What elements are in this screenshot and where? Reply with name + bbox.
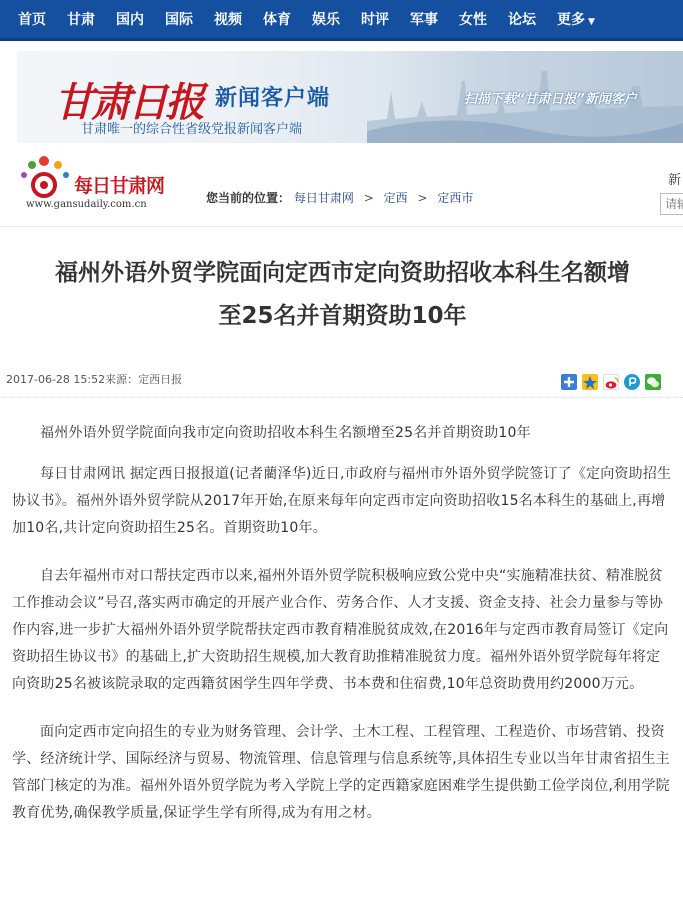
gansu-daily-logo: 甘肃日报: [54, 79, 202, 126]
wechat-icon[interactable]: [645, 374, 661, 390]
nav-item-commentary[interactable]: 时评: [361, 12, 389, 28]
add-share-icon[interactable]: [561, 374, 577, 390]
search-input[interactable]: [660, 193, 683, 215]
nav-item-home[interactable]: 首页: [18, 12, 46, 28]
nav-item-forum[interactable]: 论坛: [508, 12, 536, 28]
nav-item-sports[interactable]: 体育: [263, 12, 291, 28]
nav-item-entertainment[interactable]: 娱乐: [312, 12, 340, 28]
qzone-icon[interactable]: [582, 374, 598, 390]
breadcrumb-separator: >: [363, 191, 374, 205]
article-paragraph: 福州外语外贸学院面向我市定向资助招收本科生名额增至25名并首期资助10年: [40, 425, 531, 441]
app-banner[interactable]: [17, 51, 683, 143]
nav-item-international[interactable]: 国际: [165, 12, 193, 28]
breadcrumb-link-dingxi[interactable]: 定西: [383, 191, 408, 205]
breadcrumb-link-home[interactable]: 每日甘肃网: [293, 191, 354, 205]
article-title-line-1: 福州外语外贸学院面向定西市定向资助招收本科生名额增: [55, 260, 630, 286]
site-logo[interactable]: [14, 149, 194, 219]
nav-more-label: 更多: [557, 12, 585, 28]
nav-item-gansu[interactable]: 甘肃: [67, 12, 95, 28]
header-right-text: 新: [668, 173, 682, 188]
pengyou-icon[interactable]: [624, 374, 640, 390]
site-header: [0, 145, 683, 223]
nav-item-video[interactable]: 视频: [214, 12, 242, 28]
breadcrumb: [206, 189, 473, 206]
article-paragraph: 面向定西市定向招生的专业为财务管理、会计学、土木工程、工程管理、工程造价、市场营销、投资学、经济统计学、国际经济与贸易、物流管理、信息管理与信息系统等,具体招生专业以当年甘肃省招生主管部门核定的为准。福州外语外贸学院为考入学院上学的定西籍家庭困难学生提供勤工俭学岗位,利用学院教育优势,确保教学质量,保证学生学有所得,成为有用之材。: [12, 724, 670, 821]
meta-divider: [0, 397, 683, 398]
logo-flower-icon: [14, 149, 74, 199]
chevron-down-icon: ▼: [588, 17, 595, 27]
article-title: [10, 252, 675, 338]
nav-item-women[interactable]: 女性: [459, 12, 487, 28]
nav-item-military[interactable]: 军事: [410, 12, 438, 28]
nav-item-domestic[interactable]: 国内: [116, 12, 144, 28]
article-paragraph: 自去年福州市对口帮扶定西市以来,福州外语外贸学院积极响应致公党中央“实施精准扶贫、精准脱贫工作推动会议”号召,落实两市确定的开展产业合作、劳务合作、人才支援、资金支持、社会力量参与等协作内容,进一步扩大福州外语外贸学院帮扶定西市教育精准脱贫成效,在2016年与定西市教育局签订《定向资助招生协议书》的基础上,扩大资助招生规模,加大教育助推精准脱贫力度。福州外语外贸学院每年将定向资助25名被该院录取的定西籍贫困学生四年学费、书本费和住宿费,10年总资助费用约2000万元。: [12, 568, 669, 692]
header-divider: [0, 226, 683, 227]
share-bar: [561, 374, 661, 390]
site-logo-url: www.gansudaily.com.cn: [26, 199, 147, 210]
nav-item-more[interactable]: [557, 9, 595, 29]
site-logo-name: 每日甘肃网: [74, 175, 165, 197]
banner-scan-text: 扫描下载“甘肃日报”新闻客户: [464, 92, 637, 107]
article-body: [12, 420, 672, 848]
article-paragraph: 每日甘肃网讯 据定西日报报道(记者藺泽华)近日,市政府与福州市外语外贸学院签订了《定向资助招生协议书》。福州外语外贸学院从2017年开始,在原来每年向定西市定向资助招收15名本科生的基础上,再增加10名,共计定向资助招生25名。首期资助10年。: [12, 466, 672, 536]
article-meta: 2017-06-28 15:52来源：定西日报: [6, 373, 183, 386]
banner-subtitle: 甘肃唯一的综合性省级党报新闻客户端: [81, 122, 303, 137]
weibo-icon[interactable]: [603, 374, 619, 390]
breadcrumb-separator: >: [417, 191, 428, 205]
banner-app-title: 新闻客户端: [215, 86, 331, 111]
breadcrumb-link-dingxi-city[interactable]: 定西市: [437, 191, 474, 205]
article-title-line-2: 至25名并首期资助10年: [218, 303, 467, 329]
top-nav: [0, 0, 683, 41]
breadcrumb-label: 您当前的位置：: [206, 191, 291, 205]
